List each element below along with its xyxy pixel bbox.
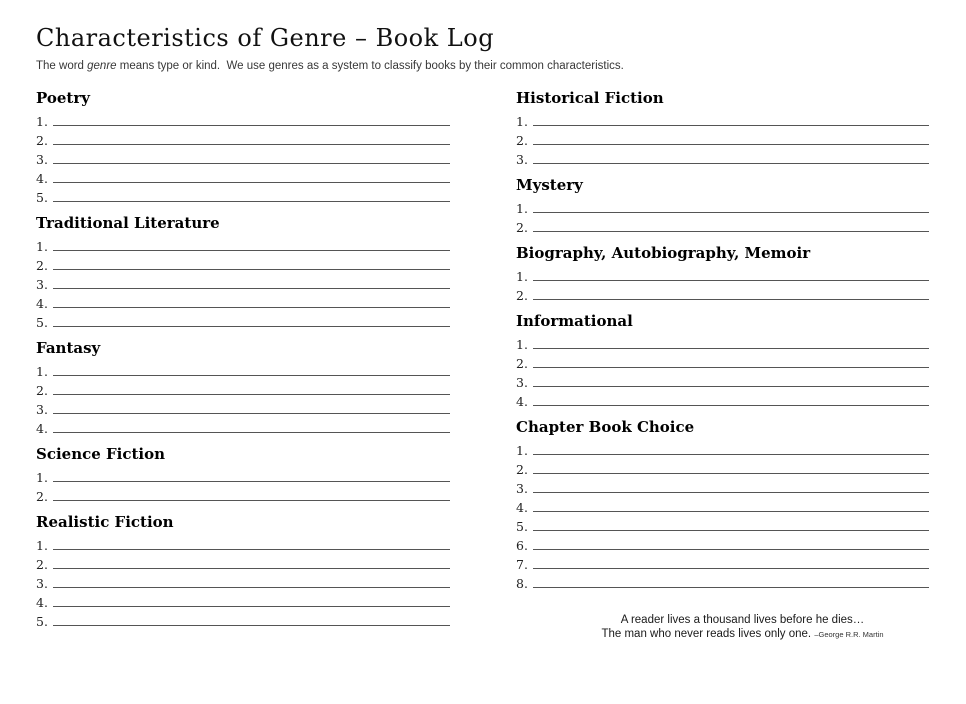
line-number: 7. [516, 557, 528, 572]
line-number: 2. [36, 258, 48, 273]
blank-line-row [516, 352, 929, 371]
blank-line [53, 418, 450, 433]
blank-line [533, 217, 929, 232]
column-left [36, 90, 450, 629]
blank-line-row [36, 591, 450, 610]
line-number: 2. [516, 462, 528, 477]
blank-line-row [516, 129, 929, 148]
blank-line-row [36, 235, 450, 254]
blank-line-row [516, 496, 929, 515]
genre-heading: Biography, Autobiography, Memoir [516, 244, 811, 262]
blank-line-row [516, 333, 929, 352]
line-number: 5. [36, 614, 48, 629]
blank-line-row [516, 390, 929, 409]
blank-line [53, 168, 450, 183]
blank-line-row [516, 515, 929, 534]
blank-line-row [516, 553, 929, 572]
line-number: 3. [36, 576, 48, 591]
line-number: 1. [516, 114, 528, 129]
blank-line-row [516, 284, 929, 303]
genre-section [516, 90, 929, 167]
blank-line [533, 554, 929, 569]
blank-line-row [36, 148, 450, 167]
line-number: 3. [36, 402, 48, 417]
quote-line-2 [556, 627, 929, 642]
blank-line [53, 399, 450, 414]
page-header [36, 24, 936, 72]
line-number: 1. [516, 201, 528, 216]
blank-line-row [36, 610, 450, 629]
blank-line [53, 611, 450, 626]
line-number: 2. [516, 220, 528, 235]
blank-line-row [36, 572, 450, 591]
genre-heading: Traditional Literature [36, 214, 220, 232]
blank-line [533, 459, 929, 474]
blank-line-row [36, 379, 450, 398]
blank-line-row [36, 292, 450, 311]
blank-line [533, 391, 929, 406]
blank-line [533, 516, 929, 531]
blank-line [53, 380, 450, 395]
genre-heading: Science Fiction [36, 445, 166, 463]
blank-line [53, 486, 450, 501]
quote-line-1: A reader lives a thousand lives before he dies… [620, 614, 865, 626]
blank-line-row [516, 148, 929, 167]
blank-line-row [36, 167, 450, 186]
blank-line [53, 149, 450, 164]
blank-line [53, 274, 450, 289]
blank-line-row [516, 371, 929, 390]
line-number: 1. [516, 443, 528, 458]
line-number: 4. [36, 595, 48, 610]
blank-line [533, 285, 929, 300]
blank-line [533, 130, 929, 145]
blank-line-row [36, 553, 450, 572]
blank-line-row [36, 417, 450, 436]
genre-heading: Realistic Fiction [36, 513, 174, 531]
blank-line [533, 149, 929, 164]
blank-line-row [36, 360, 450, 379]
genre-heading: Informational [516, 312, 633, 330]
blank-line [53, 187, 450, 202]
genre-section [516, 419, 929, 591]
line-number: 5. [36, 315, 48, 330]
blank-line-row [516, 110, 929, 129]
line-number: 2. [516, 356, 528, 371]
quote-attribution: –George R.R. Martin [814, 630, 884, 639]
line-number: 4. [516, 500, 528, 515]
line-number: 3. [516, 375, 528, 390]
column-right [516, 90, 929, 642]
blank-line [53, 236, 450, 251]
blank-line-row [516, 197, 929, 216]
subtitle-suffix: means type or kind. We use genres as a system to classify books by their common characteristics. [116, 60, 624, 72]
line-number: 1. [516, 337, 528, 352]
line-number: 3. [36, 152, 48, 167]
blank-line-row [36, 186, 450, 205]
line-number: 6. [516, 538, 528, 553]
genre-heading: Chapter Book Choice [516, 418, 695, 436]
blank-line [53, 554, 450, 569]
genre-section [516, 313, 929, 409]
blank-line-row [36, 129, 450, 148]
blank-line [533, 497, 929, 512]
genre-heading: Historical Fiction [516, 89, 664, 107]
quote-line-2-text: The man who never reads lives only one. [601, 628, 812, 640]
genre-section [36, 446, 450, 504]
line-number: 1. [36, 239, 48, 254]
blank-line-row [36, 534, 450, 553]
line-number: 1. [36, 114, 48, 129]
blank-line [53, 573, 450, 588]
line-number: 1. [516, 269, 528, 284]
line-number: 4. [516, 394, 528, 409]
blank-line-row [516, 534, 929, 553]
blank-line-row [36, 254, 450, 273]
blank-line-row [36, 398, 450, 417]
line-number: 4. [36, 421, 48, 436]
line-number: 5. [36, 190, 48, 205]
blank-line-row [36, 311, 450, 330]
line-number: 1. [36, 470, 48, 485]
subtitle-italic-word: genre [87, 60, 117, 72]
blank-line-row [36, 273, 450, 292]
blank-line-row [516, 458, 929, 477]
genre-heading: Fantasy [36, 339, 101, 357]
blank-line-row [36, 110, 450, 129]
genre-section [36, 90, 450, 205]
blank-line [533, 372, 929, 387]
quote-block [516, 613, 929, 642]
line-number: 1. [36, 538, 48, 553]
blank-line-row [516, 265, 929, 284]
blank-line [53, 312, 450, 327]
line-number: 2. [36, 133, 48, 148]
line-number: 1. [36, 364, 48, 379]
blank-line [533, 111, 929, 126]
blank-line [53, 130, 450, 145]
genre-section [516, 177, 929, 235]
blank-line [533, 573, 929, 588]
blank-line [53, 293, 450, 308]
line-number: 2. [516, 288, 528, 303]
blank-line-row [516, 439, 929, 458]
blank-line [53, 255, 450, 270]
blank-line-row [516, 477, 929, 496]
genre-section [36, 340, 450, 436]
line-number: 3. [36, 277, 48, 292]
blank-line-row [36, 485, 450, 504]
blank-line [53, 467, 450, 482]
blank-line [533, 478, 929, 493]
blank-line [53, 361, 450, 376]
subtitle-prefix: The word [36, 60, 88, 72]
blank-line-row [516, 572, 929, 591]
genre-heading: Poetry [36, 89, 90, 107]
line-number: 5. [516, 519, 528, 534]
line-number: 8. [516, 576, 528, 591]
blank-line [53, 111, 450, 126]
line-number: 4. [36, 171, 48, 186]
blank-line-row [36, 466, 450, 485]
line-number: 2. [516, 133, 528, 148]
blank-line [533, 353, 929, 368]
genre-heading: Mystery [516, 176, 583, 194]
page-subtitle [36, 60, 936, 72]
line-number: 3. [516, 481, 528, 496]
genre-section [36, 514, 450, 629]
line-number: 2. [36, 557, 48, 572]
genre-section [516, 245, 929, 303]
blank-line [533, 334, 929, 349]
blank-line [533, 535, 929, 550]
line-number: 2. [36, 383, 48, 398]
line-number: 3. [516, 152, 528, 167]
blank-line [53, 592, 450, 607]
blank-line [53, 535, 450, 550]
line-number: 2. [36, 489, 48, 504]
page-title: Characteristics of Genre – Book Log [36, 24, 495, 52]
blank-line [533, 198, 929, 213]
blank-line-row [516, 216, 929, 235]
line-number: 4. [36, 296, 48, 311]
blank-line [533, 266, 929, 281]
genre-section [36, 215, 450, 330]
blank-line [533, 440, 929, 455]
